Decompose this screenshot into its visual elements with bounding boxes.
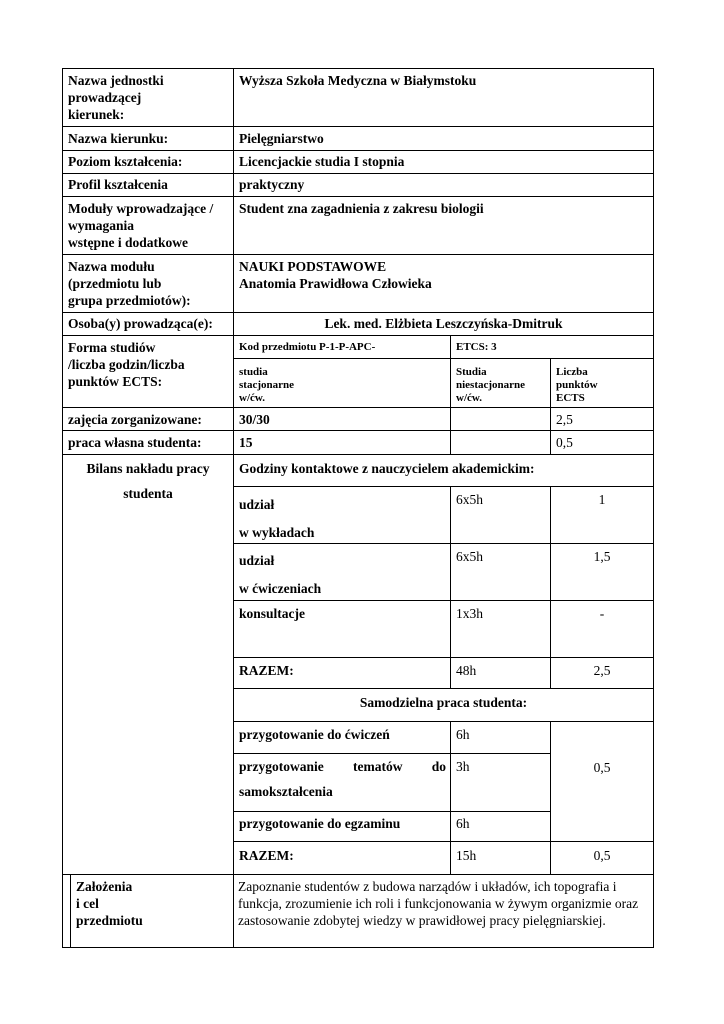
- organized-ects: 2,5: [556, 412, 573, 427]
- total1-ects: 2,5: [593, 663, 611, 678]
- profile-label: Profil kształcenia: [68, 177, 168, 192]
- total2-ects: 0,5: [593, 848, 611, 863]
- consult-label: konsultacje: [239, 606, 306, 621]
- total2-label: RAZEM:: [239, 848, 294, 863]
- lectures-ects: 1: [598, 492, 606, 507]
- field-value: Pielęgniarstwo: [239, 131, 324, 146]
- form-label: Forma studiów /liczba godzin/liczba punktów ECTS:: [68, 340, 185, 389]
- total1-hours: 48h: [456, 663, 477, 678]
- total1-label: RAZEM:: [239, 663, 294, 678]
- own-full: 15: [239, 435, 253, 450]
- balance-label-line2: studenta: [123, 486, 173, 501]
- self-ects: 0,5: [593, 760, 611, 775]
- unit-label: Nazwa jednostki prowadzącej kierunek:: [68, 73, 164, 122]
- prereq-value: Student zna zagadnienia z zakresu biologii: [239, 201, 484, 216]
- prep-exam-label: przygotowanie do egzaminu: [239, 816, 401, 831]
- own-part-cell: [450, 430, 551, 455]
- self-header: Samodzielna praca studenta:: [359, 695, 528, 710]
- balance-label-cell: [62, 454, 234, 875]
- own-label: praca własna studenta:: [68, 435, 202, 450]
- col-ects-header: Liczba punktów ECTS: [556, 366, 598, 404]
- module-label: Nazwa modułu (przedmiotu lub grupa przedmiotów):: [68, 259, 191, 308]
- own-full-cell: [233, 430, 451, 455]
- exercises-hours: 6x5h: [456, 549, 483, 564]
- level-value: Licencjackie studia I stopnia: [239, 154, 405, 169]
- self-ects-cell: [550, 721, 654, 842]
- consult-ects: -: [599, 606, 605, 621]
- prep-topics-line1: [239, 758, 446, 775]
- balance-label-line1: Bilans nakładu pracy: [86, 461, 210, 476]
- lectures-label: udział w wykładach: [239, 497, 315, 540]
- goals-inner-divider: [70, 874, 71, 948]
- unit-value: Wyższa Szkoła Medyczna w Białymstoku: [239, 73, 477, 88]
- prep-ex-label: przygotowanie do ćwiczeń: [239, 727, 390, 742]
- organized-label: zajęcia zorganizowane:: [68, 412, 202, 427]
- col-part-header: Studia niestacjonarne w/ćw.: [456, 366, 526, 404]
- total2-hours: 15h: [456, 848, 477, 863]
- course-code: Kod przedmiotu P-1-P-APC-: [239, 341, 376, 353]
- prep-exam-hours: 6h: [456, 816, 470, 831]
- exercises-label: udział w ćwiczeniach: [239, 553, 322, 596]
- prep-topics-word4: samokształcenia: [239, 784, 333, 799]
- lectures-hours: 6x5h: [456, 492, 483, 507]
- level-label: Poziom kształcenia:: [68, 154, 183, 169]
- prep-topics-word3: do: [431, 759, 446, 774]
- col-full-header: studia stacjonarne w/ćw.: [239, 366, 294, 404]
- contact-header: Godziny kontaktowe z nauczycielem akademickim:: [239, 461, 535, 476]
- prep-ex-hours: 6h: [456, 727, 470, 742]
- prep-topics-word1: przygotowanie: [239, 759, 324, 774]
- exercises-ects: 1,5: [593, 549, 611, 564]
- consult-hours: 1x3h: [456, 606, 483, 621]
- prep-topics-word2: tematów: [353, 759, 403, 774]
- prereq-label: Moduły wprowadzające / wymagania wstępne i dodatkowe: [68, 201, 214, 250]
- organized-full: 30/30: [239, 412, 270, 427]
- module-value: NAUKI PODSTAWOWE Anatomia Prawidłowa Człowieka: [239, 259, 432, 291]
- teacher-value: Lek. med. Elżbieta Leszczyńska-Dmitruk: [324, 316, 563, 331]
- own-ects: 0,5: [556, 435, 573, 450]
- goals-label: Założenia i cel przedmiotu: [76, 879, 143, 928]
- prep-topics-hours: 3h: [456, 759, 470, 774]
- teacher-label: Osoba(y) prowadząca(e):: [68, 316, 213, 331]
- field-label: Nazwa kierunku:: [68, 131, 169, 146]
- goals-text: Zapoznanie studentów z budowa narządów i układów, ich topografia i funkcja, zrozumienie ich roli i funkcjonowania w żywym organizmie oraz zastosowanie zdobytej wiedzy w prawidłowej pracy pielęgniarskiej.: [238, 879, 639, 928]
- profile-value: praktyczny: [239, 177, 305, 192]
- organized-part-cell: [450, 407, 551, 431]
- ects-total: ETCS: 3: [456, 341, 497, 353]
